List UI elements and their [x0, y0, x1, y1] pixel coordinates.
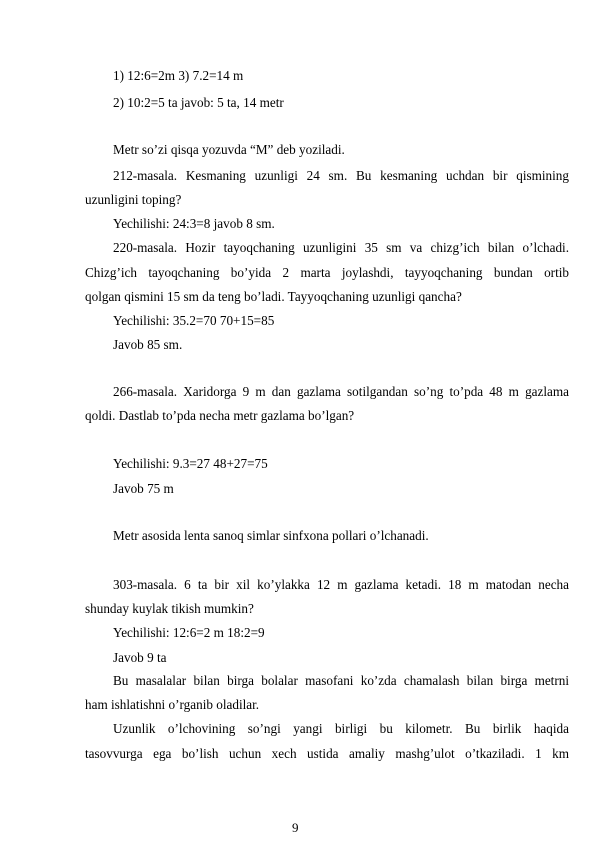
- text-line: Javob 9 ta: [113, 650, 167, 665]
- text-line: tasovvurga ega bo’lish uchun xech ustida amaliy mashg’ulot o’tkaziladi. 1 km: [85, 746, 569, 761]
- text-line: 212-masala. Kesmaning uzunligi 24 sm. Bu kesmaning uchdan bir qismining: [113, 168, 569, 183]
- text-line: ham ishlatishni o’rganib oladilar.: [85, 697, 260, 712]
- text-line: Yechilishi: 9.3=27 48+27=75: [113, 456, 268, 471]
- text-line: Uzunlik o’lchovining so’ngi yangi birligi bu kilometr. Bu birlik haqida: [113, 721, 569, 736]
- text-line: 303-masala. 6 ta bir xil ko’ylakka 12 m gazlama ketadi. 18 m matodan necha: [113, 577, 569, 592]
- text-line: Yechilishi: 12:6=2 m 18:2=9: [113, 625, 265, 640]
- text-line: Yechilishi: 24:3=8 javob 8 sm.: [113, 216, 275, 231]
- text-line: Chizg’ich tayoqchaning bo’yida 2 marta joylashdi, tayyoqchaning bundan ortib: [85, 265, 569, 280]
- text-line: uzunligini toping?: [85, 192, 182, 207]
- text-line: Metr asosida lenta sanoq simlar sinfxona pollari o’lchanadi.: [113, 528, 429, 543]
- text-line: qoldi. Dastlab to’pda necha metr gazlama bo’lgan?: [85, 408, 355, 423]
- text-line: Javob 85 sm.: [113, 337, 183, 352]
- text-line: 220-masala. Hozir tayoqchaning uzunligini 35 sm va chizg’ich bilan o’lchadi.: [113, 240, 569, 255]
- text-line: 266-masala. Xaridorga 9 m dan gazlama sotilgandan so’ng to’pda 48 m gazlama: [113, 384, 569, 399]
- text-line: Yechilishi: 35.2=70 70+15=85: [113, 313, 275, 328]
- text-line: Javob 75 m: [113, 481, 174, 496]
- text-line: Metr so’zi qisqa yozuvda “M” deb yoziladi.: [113, 142, 345, 157]
- text-line: shunday kuylak tikish mumkin?: [85, 601, 254, 616]
- text-line: 2) 10:2=5 ta javob: 5 ta, 14 metr: [113, 95, 284, 110]
- text-line: Bu masalalar bilan birga bolalar masofani ko’zda chamalash bilan birga metrni: [113, 673, 569, 688]
- text-line: 1) 12:6=2m 3) 7.2=14 m: [113, 68, 244, 83]
- text-line: qolgan qismini 15 sm da teng bo’ladi. Tayyoqchaning uzunligi qancha?: [85, 289, 462, 304]
- page-number: 9: [292, 820, 299, 835]
